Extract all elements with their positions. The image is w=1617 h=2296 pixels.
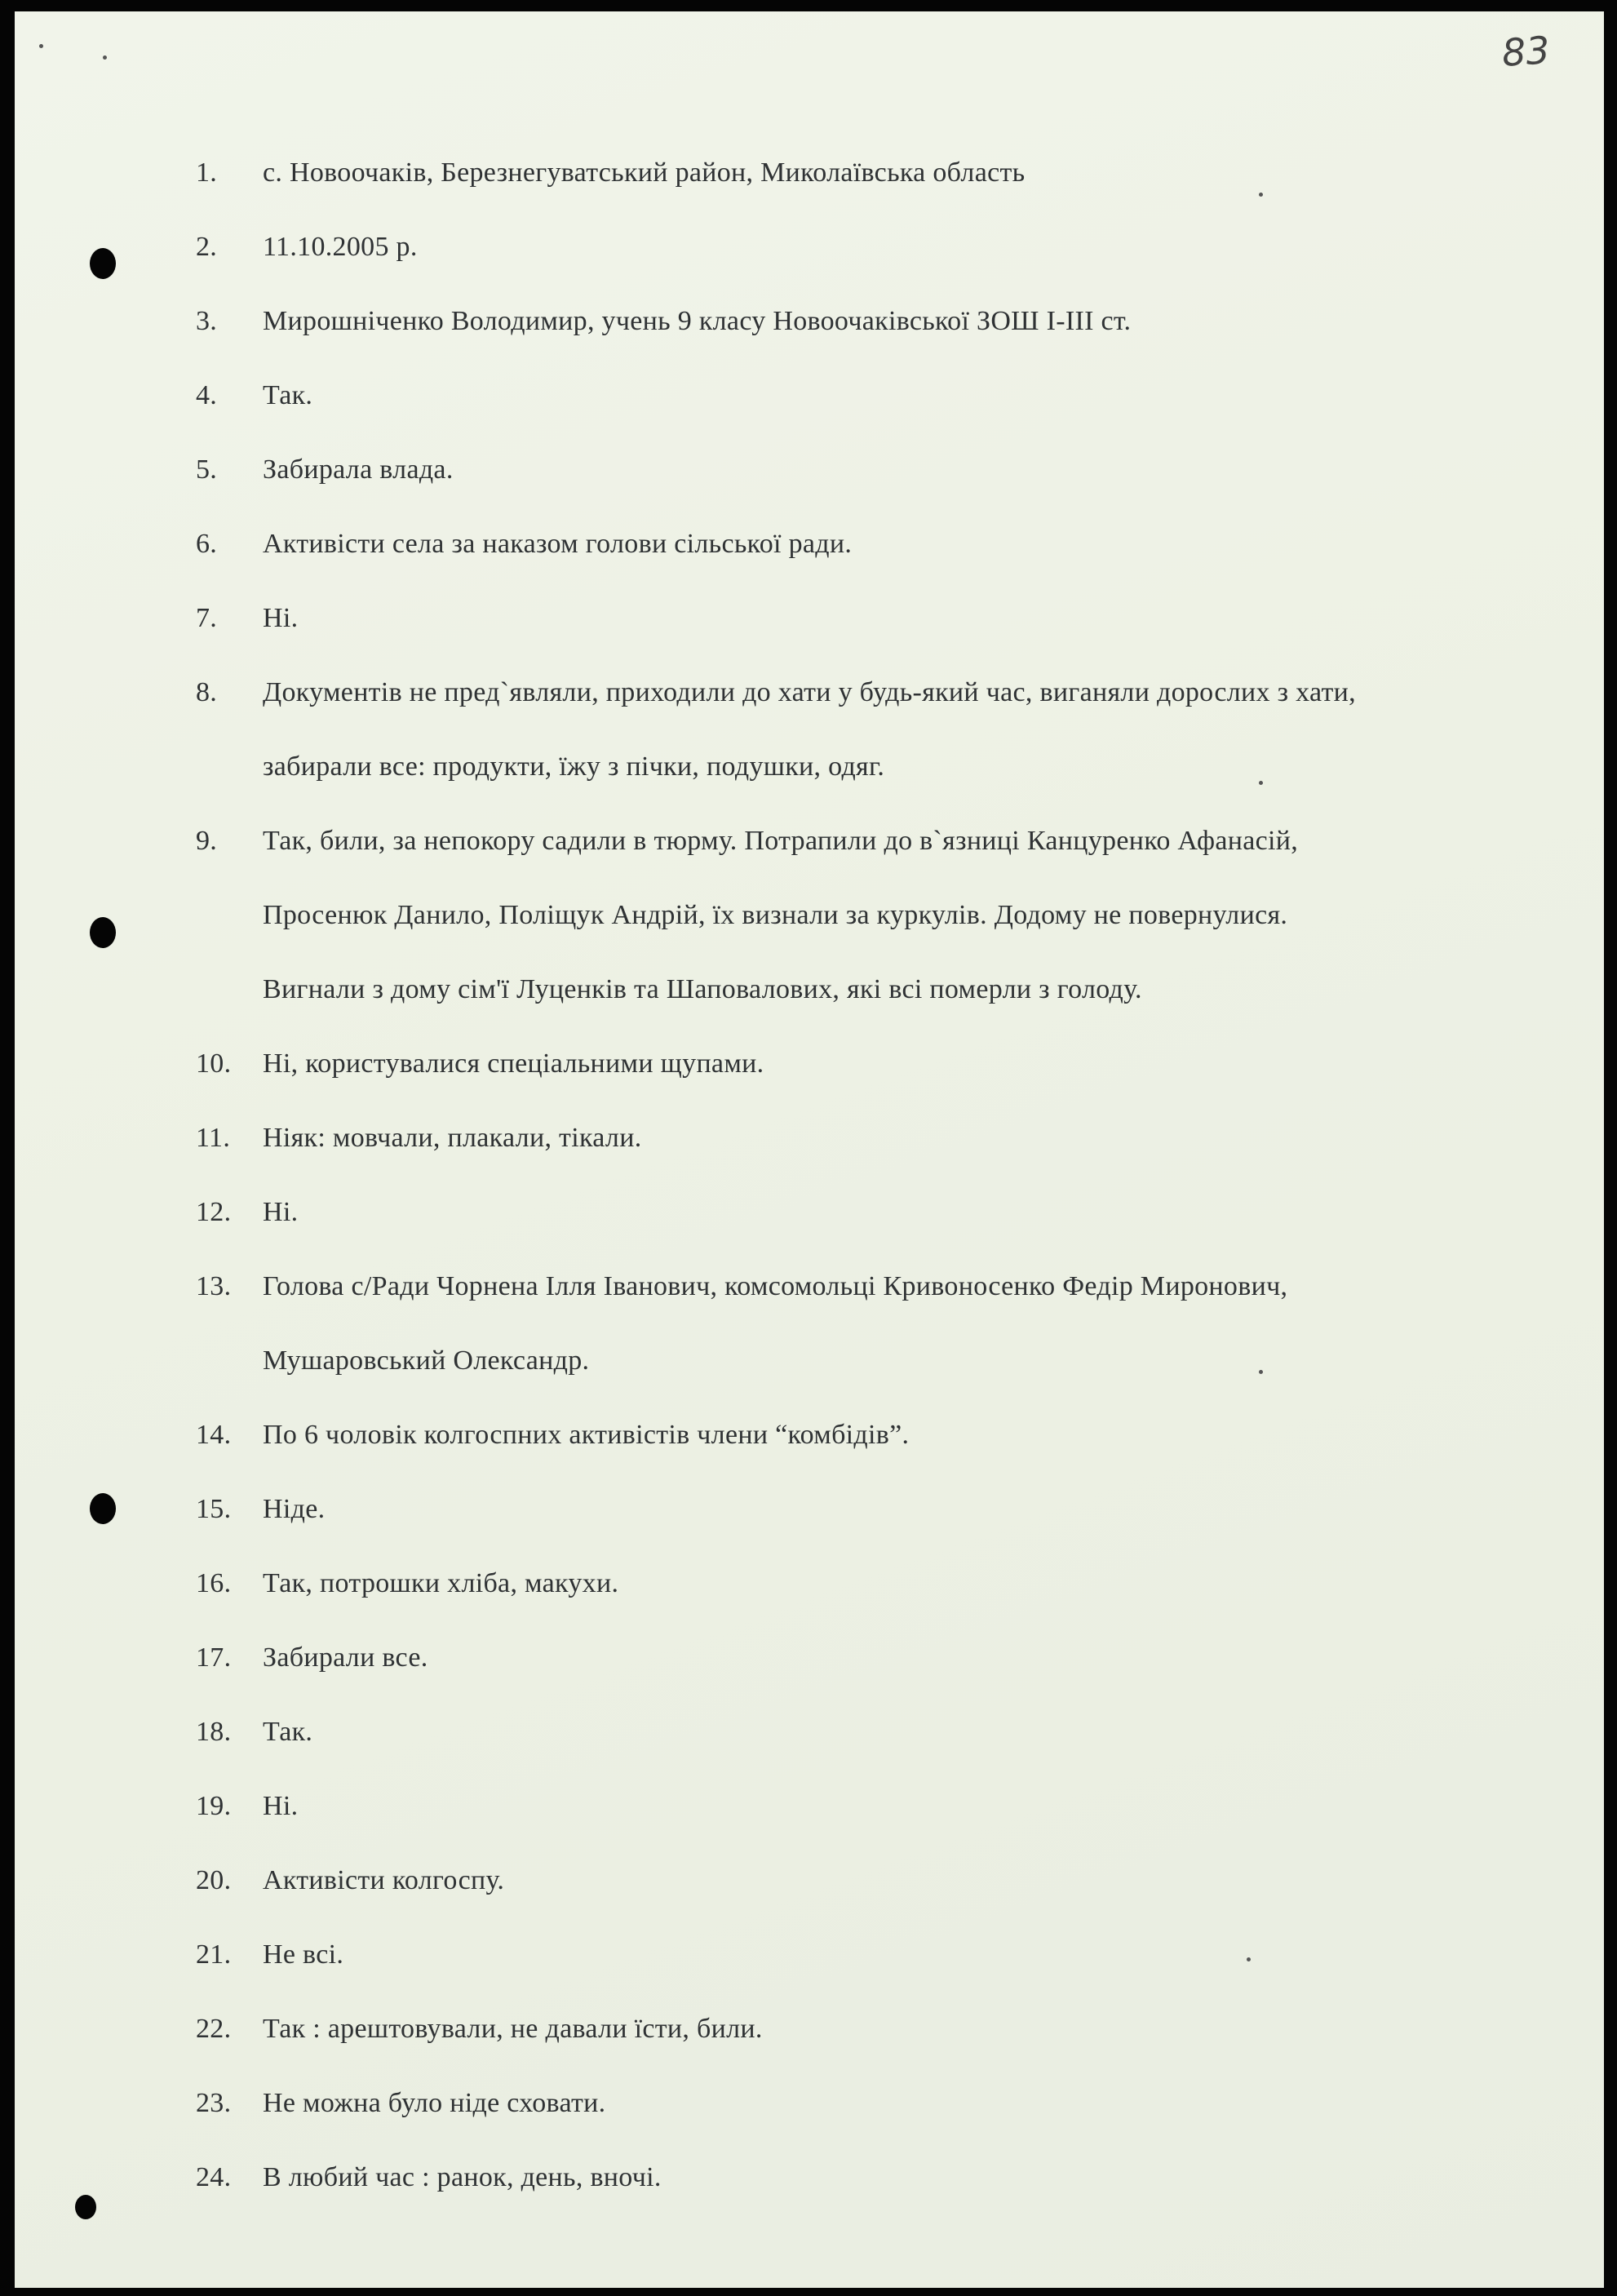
answer-number: 3. — [196, 306, 218, 336]
answer-text-line: Так : арештовували, не давали їсти, били. — [263, 2014, 763, 2044]
answer-text — [263, 284, 1550, 358]
answer-number: 2. — [196, 232, 218, 262]
answer-item — [196, 1472, 1550, 1546]
answer-item — [196, 1695, 1550, 1769]
answer-text-line: Забирала влада. — [263, 454, 454, 485]
answer-text — [263, 655, 1550, 804]
answer-item — [196, 804, 1550, 1026]
answer-text-line: Ні. — [263, 1791, 299, 1821]
answer-text-line: Ні. — [263, 1197, 299, 1227]
answer-item — [196, 1101, 1550, 1175]
answer-number: 13. — [196, 1271, 232, 1301]
answer-text-line: Документів не пред`являли, приходили до хати у будь-який час, виганяли дорослих з хати, — [263, 677, 1356, 707]
answer-text — [263, 1026, 1550, 1101]
answer-number: 4. — [196, 380, 218, 410]
answer-item — [196, 1249, 1550, 1398]
answer-text-line: Голова с/Ради Чорнена Ілля Іванович, комсомольці Кривоносенко Федір Миронович, — [263, 1271, 1288, 1301]
answer-item — [196, 1398, 1550, 1472]
answer-text — [263, 358, 1550, 432]
answer-number: 22. — [196, 2014, 232, 2044]
answers-list — [196, 135, 1550, 2214]
answer-number: 15. — [196, 1494, 232, 1524]
answer-item — [196, 655, 1550, 804]
answer-text-line: Активісти колгоспу. — [263, 1865, 505, 1895]
answer-text — [263, 1620, 1550, 1695]
answer-text-line: Мушаровський Олександр. — [263, 1345, 590, 1376]
answer-item — [196, 210, 1550, 284]
answer-number: 8. — [196, 677, 218, 707]
answer-number: 24. — [196, 2162, 232, 2192]
answer-item — [196, 507, 1550, 581]
answer-text — [263, 1546, 1550, 1620]
answer-text-line: Ніяк: мовчали, плакали, тікали. — [263, 1123, 642, 1153]
answer-text-line: Не всі. — [263, 1939, 344, 1970]
answer-text — [263, 1175, 1550, 1249]
answer-text-line: 11.10.2005 р. — [263, 232, 418, 262]
answer-text-line: Ніде. — [263, 1494, 326, 1524]
answer-item — [196, 284, 1550, 358]
answer-item — [196, 1026, 1550, 1101]
answer-text — [263, 1769, 1550, 1843]
answer-text-line: Ні. — [263, 603, 299, 633]
answer-text-line: Так, потрошки хліба, макухи. — [263, 1568, 619, 1598]
answer-item — [196, 1620, 1550, 1695]
answer-number: 5. — [196, 454, 218, 485]
answer-item — [196, 432, 1550, 507]
answer-text-line: с. Новоочаків, Березнегуватський район, Миколаївська область — [263, 157, 1026, 188]
answer-number: 14. — [196, 1420, 232, 1450]
answer-number: 12. — [196, 1197, 232, 1227]
answer-text-line: Мирошніченко Володимир, учень 9 класу Новоочаківської ЗОШ І-ІІІ ст. — [263, 306, 1132, 336]
answer-number: 11. — [196, 1123, 231, 1153]
answer-text — [263, 804, 1550, 1026]
answer-text — [263, 1917, 1550, 1992]
answer-number: 1. — [196, 157, 218, 188]
answer-number: 18. — [196, 1717, 232, 1747]
answer-text — [263, 432, 1550, 507]
answer-number: 10. — [196, 1048, 232, 1079]
answer-item — [196, 135, 1550, 210]
answer-text — [263, 1472, 1550, 1546]
answer-text-line: Ні, користувалися спеціальними щупами. — [263, 1048, 764, 1079]
answer-text — [263, 581, 1550, 655]
speck — [39, 44, 43, 48]
answer-text-line: Вигнали з дому сім'ї Луценків та Шаповалових, які всі померли з голоду. — [263, 974, 1142, 1004]
answer-text — [263, 1695, 1550, 1769]
answer-text-line: Просенюк Данило, Поліщук Андрій, їх визнали за куркулів. Додому не повернулися. — [263, 900, 1288, 930]
answer-text-line: По 6 чоловік колгоспних активістів члени “комбідів”. — [263, 1420, 910, 1450]
answer-text — [263, 135, 1550, 210]
answer-text-line: Так. — [263, 1717, 313, 1747]
answer-item — [196, 1992, 1550, 2066]
punch-hole — [90, 248, 116, 279]
answer-number: 9. — [196, 826, 218, 856]
document-page — [15, 11, 1604, 2288]
punch-hole — [90, 917, 116, 948]
answer-number: 6. — [196, 529, 218, 559]
punch-hole — [90, 1493, 116, 1524]
answer-text-line: Так, били, за непокору садили в тюрму. Потрапили до в`язниці Канцуренко Афанасій, — [263, 826, 1299, 856]
answer-text-line: Забирали все. — [263, 1642, 428, 1673]
answer-text-line: Активісти села за наказом голови сільської ради. — [263, 529, 853, 559]
answer-item — [196, 2140, 1550, 2214]
answer-text — [263, 1992, 1550, 2066]
answer-text — [263, 1101, 1550, 1175]
answer-number: 23. — [196, 2088, 232, 2118]
answer-item — [196, 1175, 1550, 1249]
answer-item — [196, 358, 1550, 432]
answer-item — [196, 1843, 1550, 1917]
answer-item — [196, 1769, 1550, 1843]
answer-text — [263, 1398, 1550, 1472]
answer-item — [196, 2066, 1550, 2140]
answer-item — [196, 1546, 1550, 1620]
answer-number: 21. — [196, 1939, 232, 1970]
answer-number: 16. — [196, 1568, 232, 1598]
answer-item — [196, 1917, 1550, 1992]
answer-text-line: Не можна було ніде сховати. — [263, 2088, 606, 2118]
answer-text — [263, 2140, 1550, 2214]
answer-text-line: Так. — [263, 380, 313, 410]
answer-number: 19. — [196, 1791, 232, 1821]
punch-hole — [75, 2195, 96, 2219]
answer-text — [263, 2066, 1550, 2140]
answer-text-line: забирали все: продукти, їжу з пічки, подушки, одяг. — [263, 751, 885, 782]
answer-number: 17. — [196, 1642, 232, 1673]
answer-item — [196, 581, 1550, 655]
answer-number: 20. — [196, 1865, 232, 1895]
answer-text — [263, 210, 1550, 284]
answer-number: 7. — [196, 603, 218, 633]
answer-text — [263, 1843, 1550, 1917]
handwritten-page-number: 83 — [1500, 28, 1552, 75]
answer-text — [263, 1249, 1550, 1398]
answer-text-line: В любий час : ранок, день, вночі. — [263, 2162, 662, 2192]
answer-text — [263, 507, 1550, 581]
speck — [103, 55, 107, 60]
